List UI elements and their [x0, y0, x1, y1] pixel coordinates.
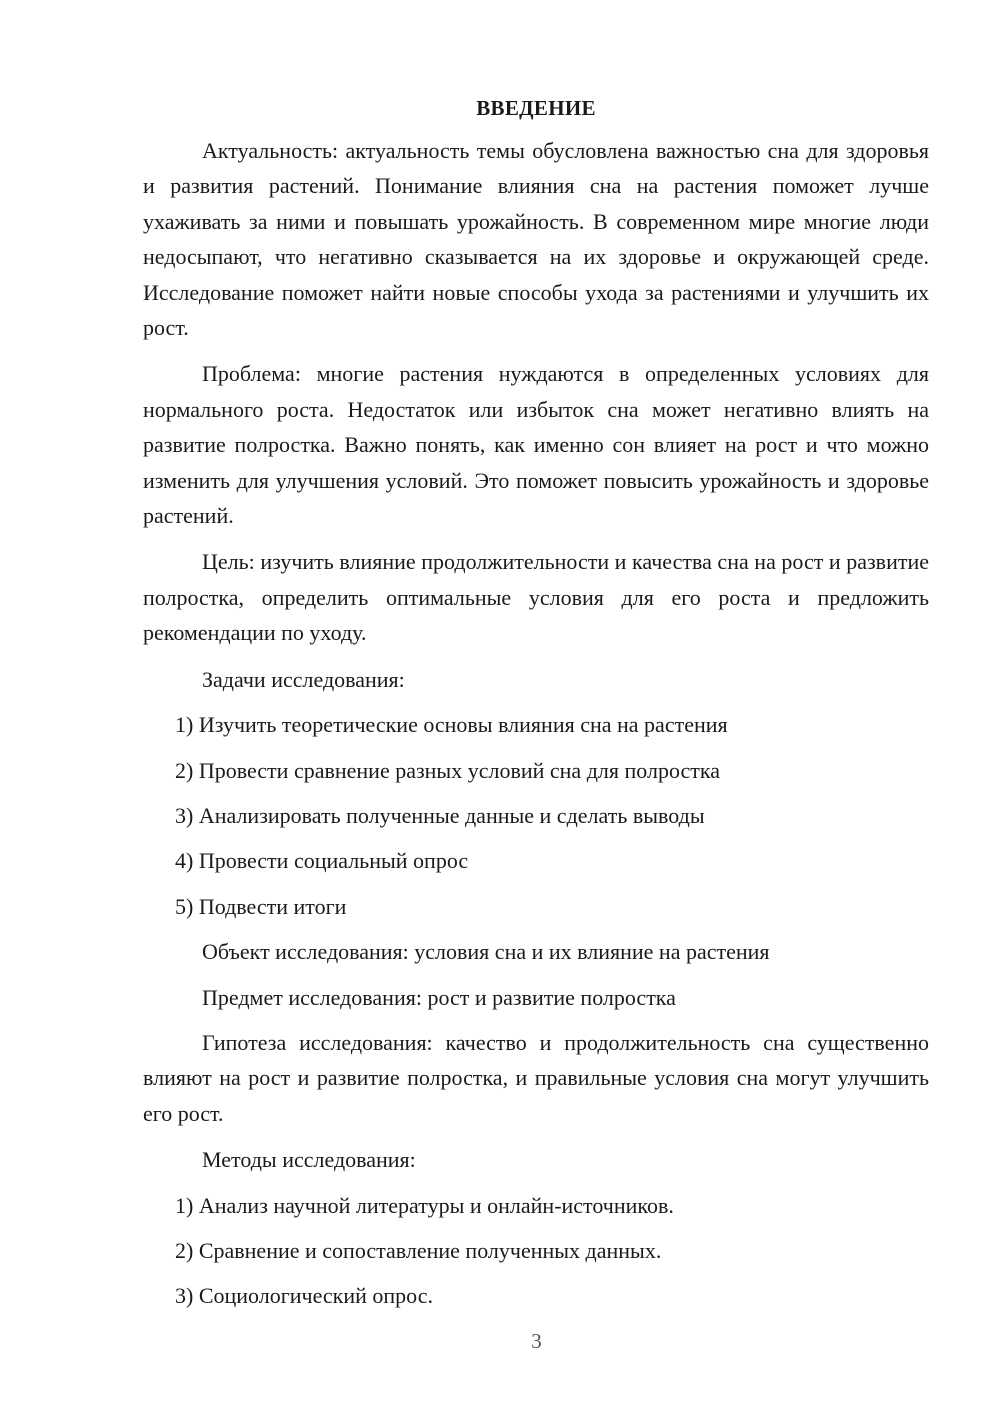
paragraph-gap: [143, 651, 929, 662]
paragraph-gap: [143, 345, 929, 356]
task-item: 1) Изучить теоретические основы влияния сна на растения: [175, 712, 728, 738]
list-gap: [143, 743, 929, 753]
task-item: 3) Анализировать полученные данные и сделать выводы: [175, 802, 705, 828]
relevance-paragraph: Актуальность: актуальность темы обусловлена важностью сна для здоровья и развития растений. Понимание влияния сна на растения поможет лучше ухаживать за ними и повышать урожайность. В современном мире многие люди недосыпают, что негативно сказывается на их здоровье и окружающей среде. Исследование поможет найти новые способы ухода за растениями и улучшить их рост.: [143, 138, 929, 341]
page-title: ВВЕДЕНИЕ: [476, 96, 596, 120]
list-gap: [143, 879, 929, 889]
task-item: 4) Провести социальный опрос: [175, 848, 469, 874]
paragraph-gap: [143, 1131, 929, 1142]
hypothesis-paragraph: Гипотеза исследования: качество и продолжительность сна существенно влияют на рост и развитие полростка, и правильные условия сна могут улучшить его рост.: [143, 1029, 929, 1126]
problem-paragraph: Проблема: многие растения нуждаются в определенных условиях для нормального роста. Недостаток или избыток сна может негативно влиять на развитие полростка. Важно понять, как именно сон влияет на рост и что можно изменить для улучшения условий. Это поможет повысить урожайность и здоровье растений.: [143, 361, 929, 529]
goal-paragraph: Цель: изучить влияние продолжительности и качества сна на рост и развитие полростка, определить оптимальные условия для его роста и предложить рекомендации по уходу.: [143, 549, 929, 646]
tasks-heading: Задачи исследования:: [202, 666, 405, 692]
page-number: 3: [531, 1329, 542, 1353]
method-item: 3) Социологический опрос.: [175, 1283, 433, 1309]
method-item: 2) Сравнение и сопоставление полученных данных.: [175, 1237, 662, 1263]
list-gap: [143, 1178, 929, 1188]
list-gap: [143, 1268, 929, 1278]
subject-line: Предмет исследования: рост и развитие полростка: [202, 984, 676, 1010]
document-page: [143, 92, 929, 1314]
paragraph-gap: [143, 533, 929, 544]
list-gap: [143, 1223, 929, 1233]
task-item: 5) Подвести итоги: [175, 893, 347, 919]
list-gap: [143, 788, 929, 798]
object-line: Объект исследования: условия сна и их влияние на растения: [202, 939, 770, 965]
list-gap: [143, 970, 929, 980]
methods-heading: Методы исследования:: [202, 1147, 416, 1173]
list-gap: [143, 1015, 929, 1025]
list-gap: [143, 833, 929, 843]
method-item: 1) Анализ научной литературы и онлайн-источников.: [175, 1192, 674, 1218]
list-gap: [143, 924, 929, 934]
list-gap: [143, 697, 929, 707]
task-item: 2) Провести сравнение разных условий сна для полростка: [175, 757, 720, 783]
